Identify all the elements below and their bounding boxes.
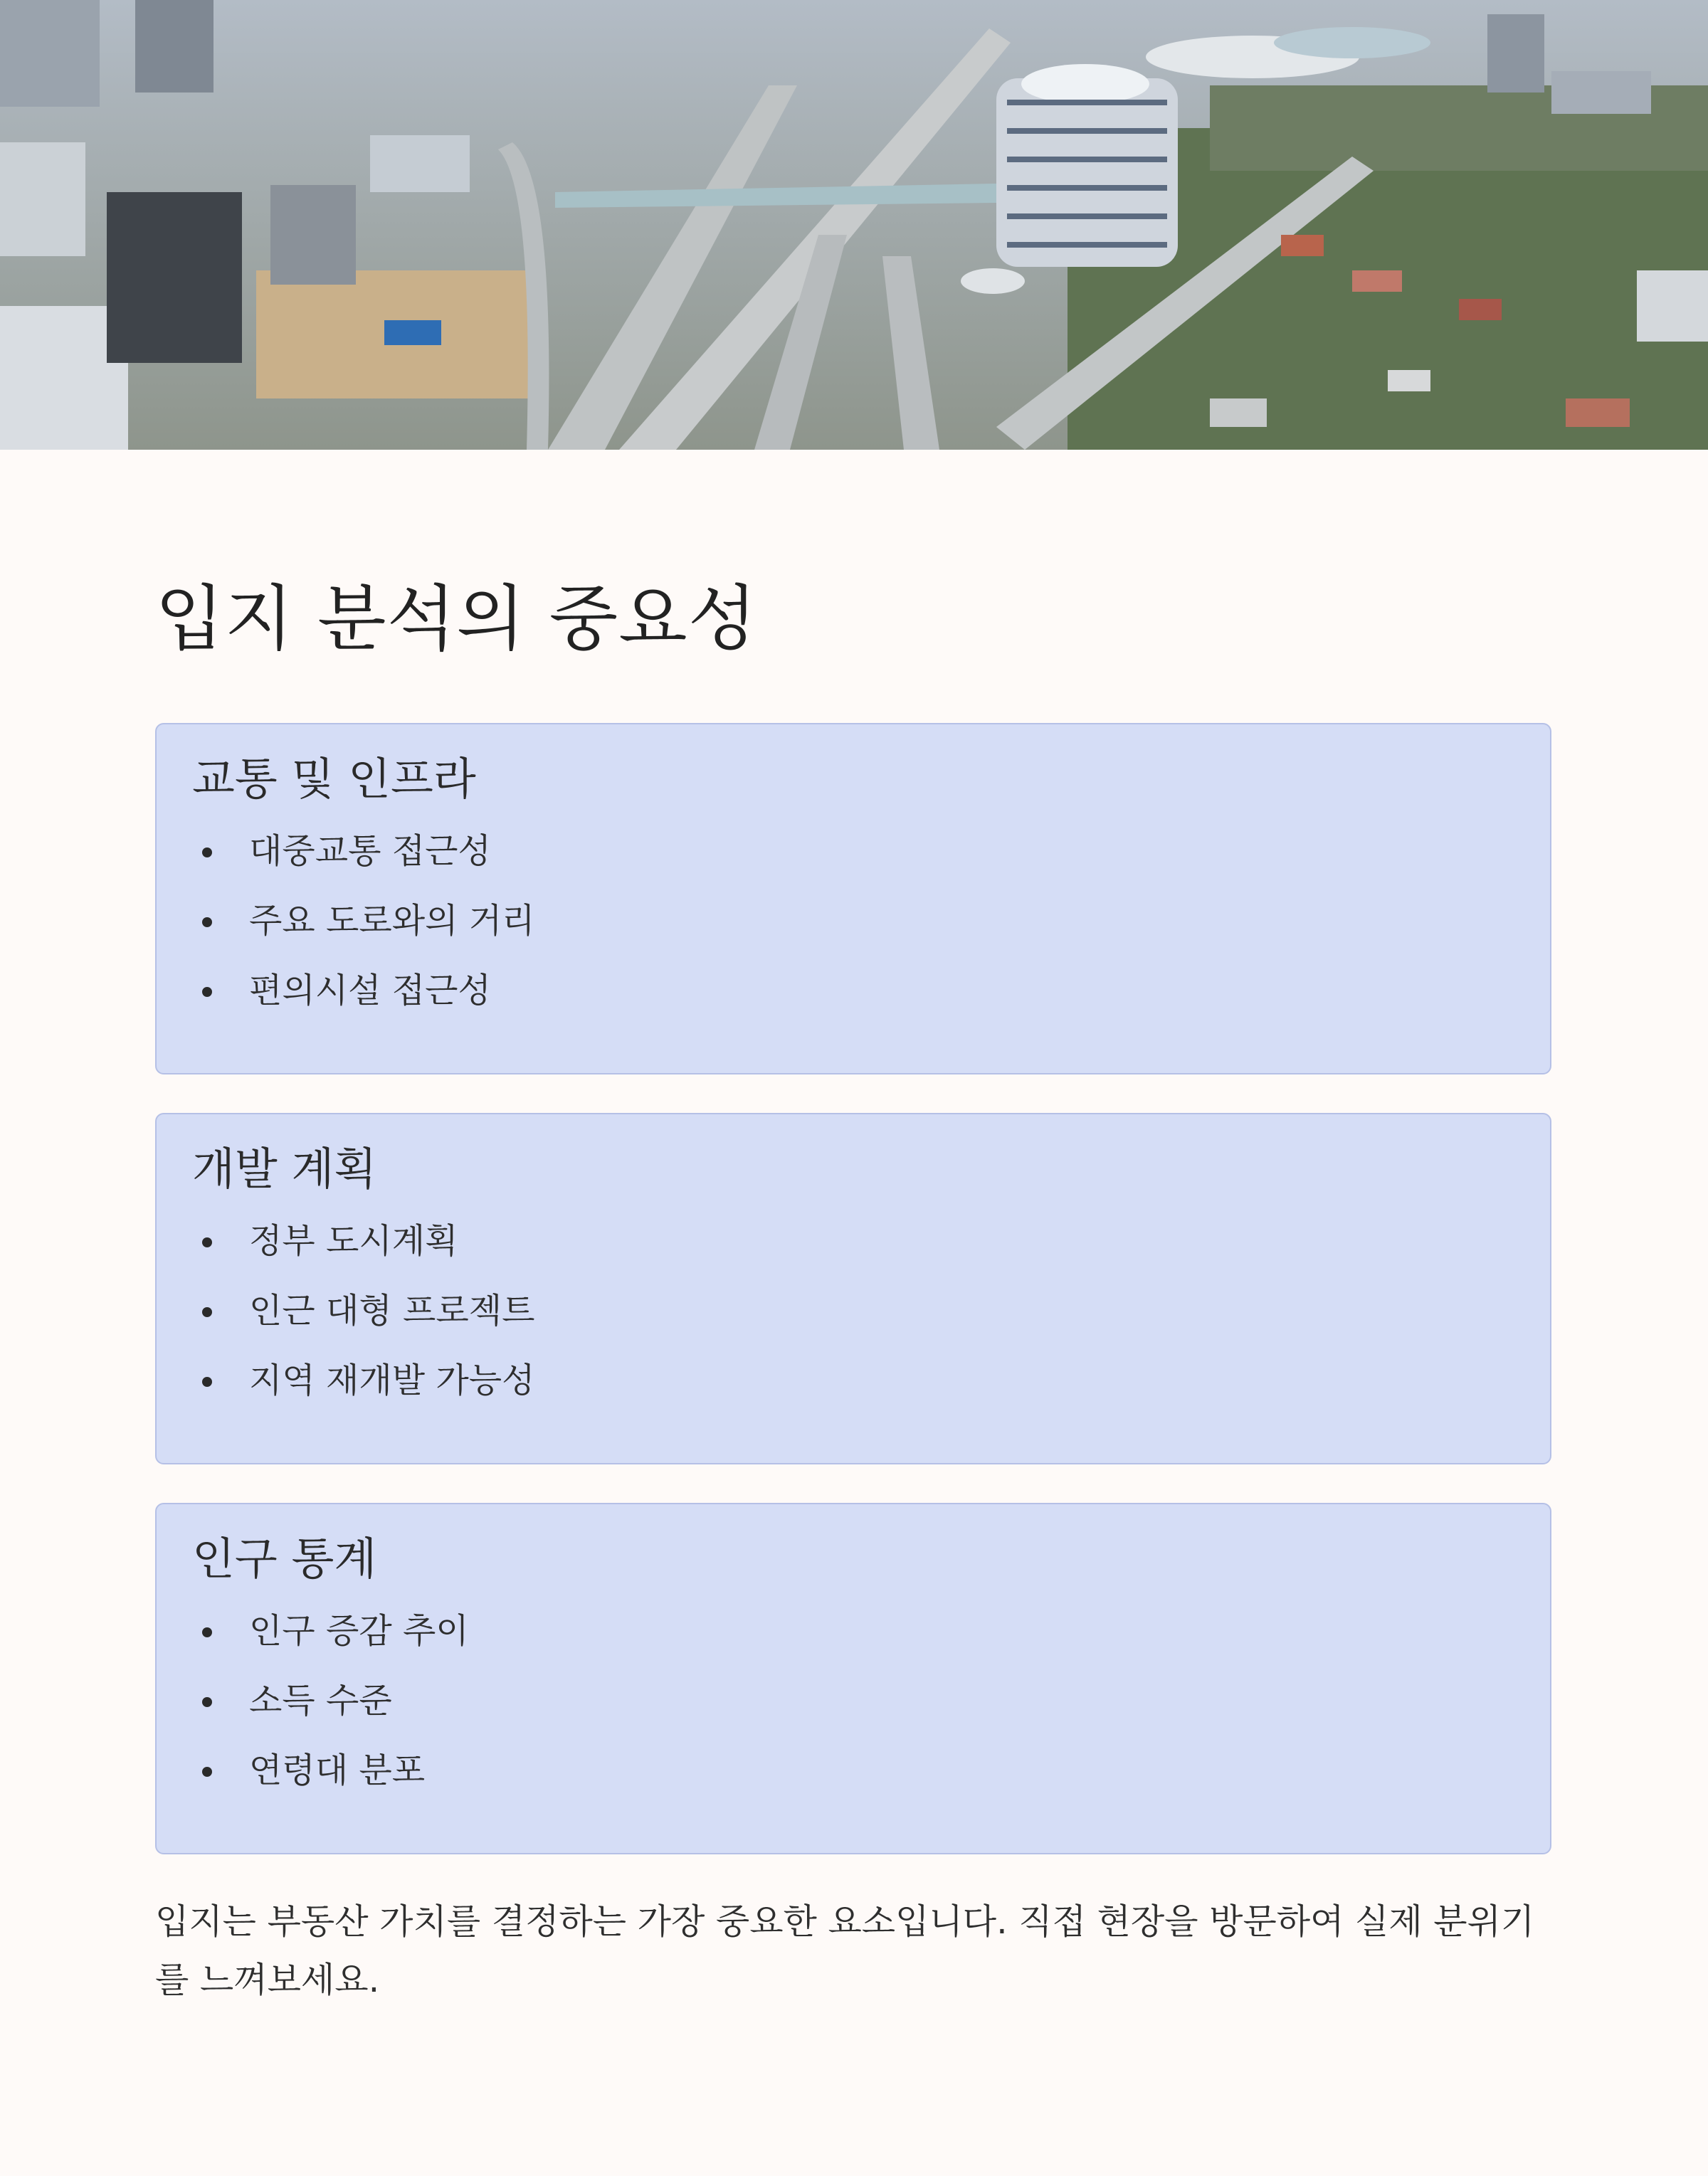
section-card-development (155, 1113, 1551, 1464)
bullet-icon (202, 1377, 212, 1387)
list-item-text: 주요 도로와의 거리 (249, 901, 535, 941)
bullet-icon (202, 1307, 212, 1317)
section-title: 교통 및 인프라 (192, 753, 476, 805)
bullet-icon (202, 987, 212, 997)
bullet-list (192, 831, 1514, 1010)
bullet-icon (202, 1627, 212, 1637)
bullet-icon (202, 1767, 212, 1777)
list-item (192, 1291, 1514, 1331)
list-item-text: 편의시설 접근성 (249, 971, 491, 1010)
bullet-icon (202, 917, 212, 927)
bullet-list (192, 1611, 1514, 1790)
section-card-transport (155, 723, 1551, 1074)
list-item-text: 연령대 분포 (249, 1750, 426, 1790)
list-item (192, 831, 1514, 871)
list-item (192, 1221, 1514, 1261)
section-card-population (155, 1503, 1551, 1854)
list-item-text: 인근 대형 프로젝트 (249, 1291, 535, 1331)
closing-paragraph: 입지는 부동산 가치를 결정하는 가장 중요한 요소입니다. 직접 현장을 방문하여 실제 분위기를 느껴보세요. (155, 1901, 1535, 2000)
list-item-text: 지역 재개발 가능성 (249, 1361, 535, 1400)
list-item-text: 대중교통 접근성 (249, 831, 491, 871)
main-content (155, 577, 1551, 2009)
city-aerial-photo (0, 0, 1708, 450)
section-title: 개발 계획 (192, 1143, 377, 1195)
list-item (192, 1363, 1514, 1398)
list-item-text: 소득 수준 (249, 1681, 392, 1721)
page-title: 입지 분석의 중요성 (155, 577, 758, 660)
list-item (192, 1611, 1514, 1651)
list-item-text: 인구 증감 추이 (249, 1611, 469, 1651)
bullet-icon (202, 1697, 212, 1707)
bullet-list (192, 1221, 1514, 1400)
section-cards (155, 723, 1551, 1854)
bullet-icon (202, 1237, 212, 1247)
list-item (192, 973, 1514, 1008)
section-title: 인구 통계 (192, 1533, 377, 1585)
list-item (192, 1750, 1514, 1790)
list-item (192, 1681, 1514, 1721)
hero-image (0, 0, 1708, 450)
bullet-icon (202, 847, 212, 857)
list-item (192, 901, 1514, 941)
list-item-text: 정부 도시계획 (249, 1221, 458, 1261)
